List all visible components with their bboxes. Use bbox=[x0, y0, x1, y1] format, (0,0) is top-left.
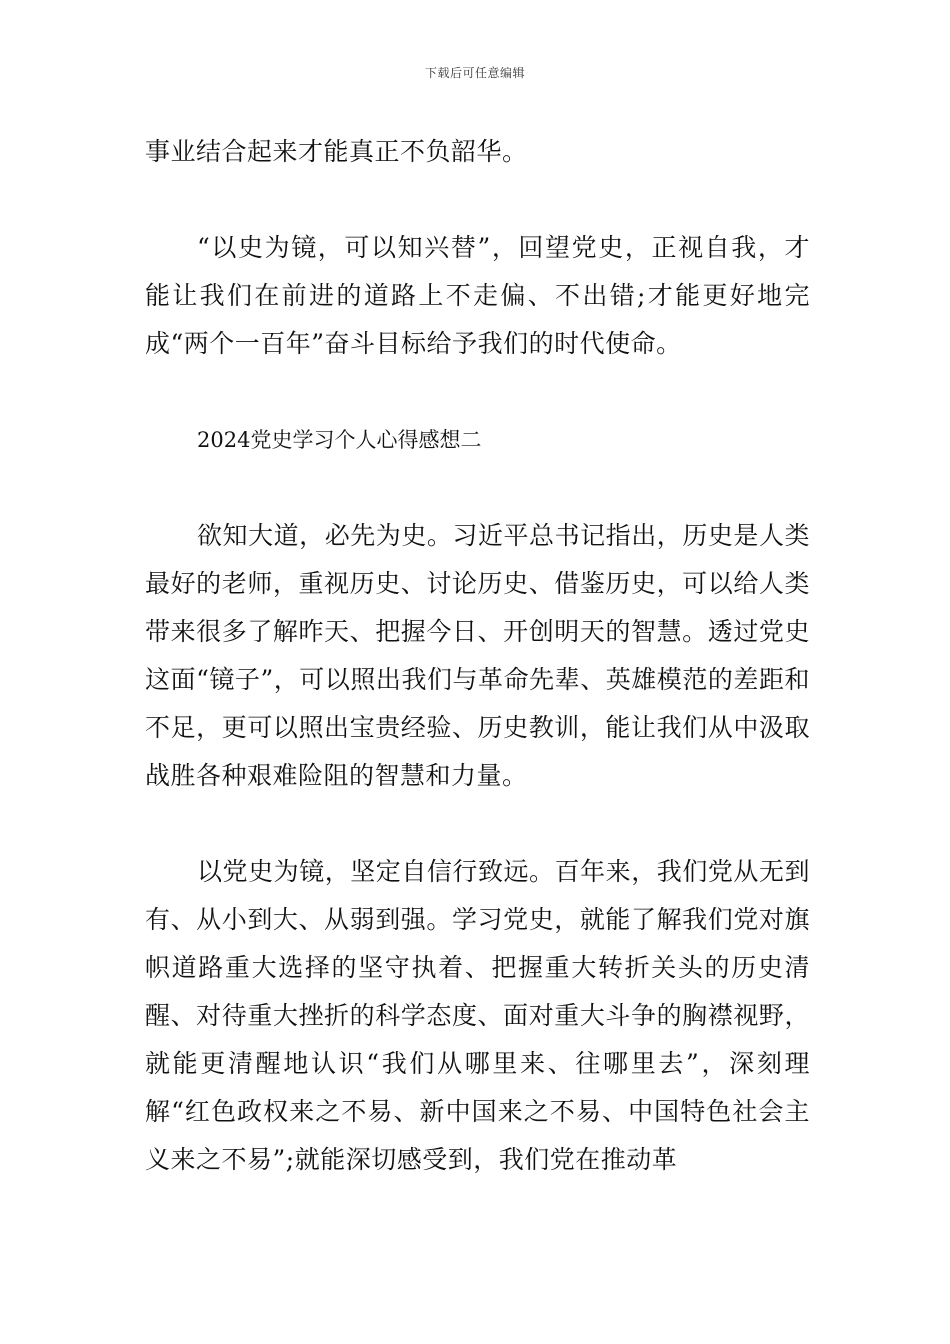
paragraph-party-history: 以党史为镜，坚定自信行致远。百年来，我们党从无到有、从小到大、从弱到强。学习党史，就能了解我们党对旗帜道路重大选择的坚守执着、把握重大转折关头的历史清醒、对待重大挫折的科学态度、面对重大斗争的胸襟视野，就能更清醒地认识“我们从哪里来、往哪里去”，深刻理解“红色政权来之不易、新中国来之不易、中国特色社会主义来之不易”;就能深切感受到，我们党在推动革 bbox=[145, 857, 810, 1174]
section-title: 2024党史学习个人心得感想二 bbox=[197, 428, 482, 452]
paragraph-history-mirror: “以史为镜，可以知兴替”，回望党史，正视自我，才能让我们在前进的道路上不走偏、不出错;才能更好地完成“两个一百年”奋斗目标给予我们的时代使命。 bbox=[145, 233, 810, 358]
document-body bbox=[145, 128, 810, 1184]
page-header-note: 下载后可任意编辑 bbox=[424, 66, 525, 80]
paragraph-great-way: 欲知大道，必先为史。习近平总书记指出，历史是人类最好的老师，重视历史、讨论历史、借鉴历史，可以给人类带来很多了解昨天、把握今日、开创明天的智慧。透过党史这面“镜子”，可以照出我们与革命先辈、英雄模范的差距和不足，更可以照出宝贵经验、历史教训，能让我们从中汲取战胜各种艰难险阻的智慧和力量。 bbox=[145, 521, 810, 790]
paragraph-continued: 事业结合起来才能真正不负韶华。 bbox=[145, 137, 528, 166]
